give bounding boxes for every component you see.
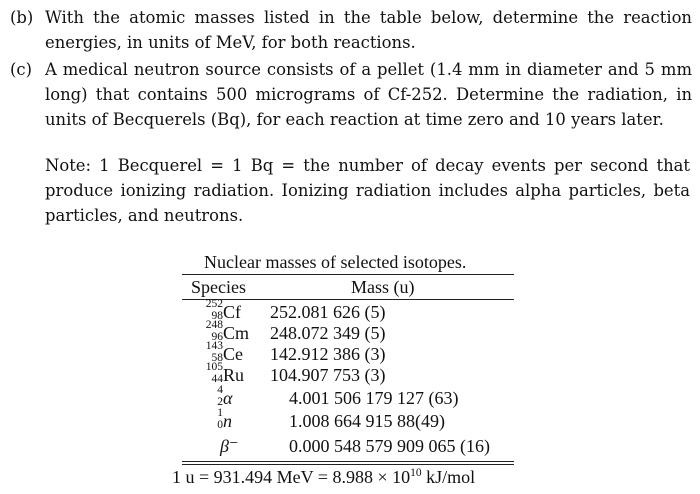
element-symbol: Ru [223,365,245,385]
element-symbol: α [223,388,233,408]
note-paragraph: Note: 1 Becquerel = 1 Bq = the number of decay events per second that produce ionizing radiation. Ionizing radiation includes alpha particles, beta particles, and neutrons. [45,156,690,225]
mass-number: 4 [217,384,223,396]
mass-number: 252 [205,298,223,310]
part-b-text: With the atomic masses listed in the table below, determine the reaction energies, in units of MeV, for both reactions. [45,8,692,52]
table-row [172,384,524,408]
table-caption: Nuclear masses of selected isotopes. [204,252,467,272]
mass-value: 1.008 664 915 88(49) [289,411,445,431]
footer-suffix: kJ/mol [421,467,476,487]
species-cell [201,361,245,385]
footer-prefix: 1 u = 931.494 MeV = 8.988 × 10 [172,467,411,487]
header-species: Species [191,277,246,297]
mass-value: 4.001 506 179 127 (63) [289,388,459,408]
table-row [172,340,524,364]
footer-exponent: 10 [410,467,422,479]
table-row [172,319,524,343]
part-c [10,57,692,132]
header-rule [182,299,514,300]
part-c-text: A medical neutron source consists of a pellet (1.4 mm in diameter and 5 mm long) that contains 500 micrograms of Cf-252. Determine the radiation, in units of Becquerels (Bq), for each reaction at time zero and 10 years later. [45,60,692,129]
atomic-number: 58 [211,352,223,364]
table-row [172,298,524,322]
element-symbol: Ce [223,344,243,364]
atomic-number: 96 [211,331,223,343]
mass-value: 248.072 349 (5) [270,323,386,343]
mass-number: 143 [205,340,223,352]
unit-conversion-footer [172,466,524,488]
mass-number: 248 [205,319,223,331]
mass-value: 142.912 386 (3) [270,344,386,364]
part-b [10,5,692,55]
part-b-label: (b) [10,8,34,27]
mass-value: 252.081 626 (5) [270,302,386,322]
mass-value: 104.907 753 (3) [270,365,386,385]
mass-number: 1 [217,407,223,419]
atomic-number: 44 [211,373,223,385]
atomic-number: 98 [211,310,223,322]
mass-value: 0.000 548 579 909 065 (16) [289,436,490,456]
species-cell [220,436,238,456]
element-symbol: Cm [223,323,250,343]
element-symbol: n [223,411,232,431]
top-rule [182,274,514,275]
element-symbol: β⁻ [220,436,239,456]
element-symbol: Cf [223,302,241,322]
table-row [172,407,524,431]
species-cell [209,384,233,408]
mass-number: 105 [205,361,223,373]
table-row [172,361,524,385]
atomic-number: 0 [217,419,223,431]
part-c-label: (c) [10,60,32,79]
table-row [172,436,524,456]
header-mass: Mass (u) [351,277,415,297]
atomic-number: 2 [217,396,223,408]
bottom-rule-double [182,464,514,465]
species-cell [209,407,232,431]
bottom-rule [182,461,514,462]
